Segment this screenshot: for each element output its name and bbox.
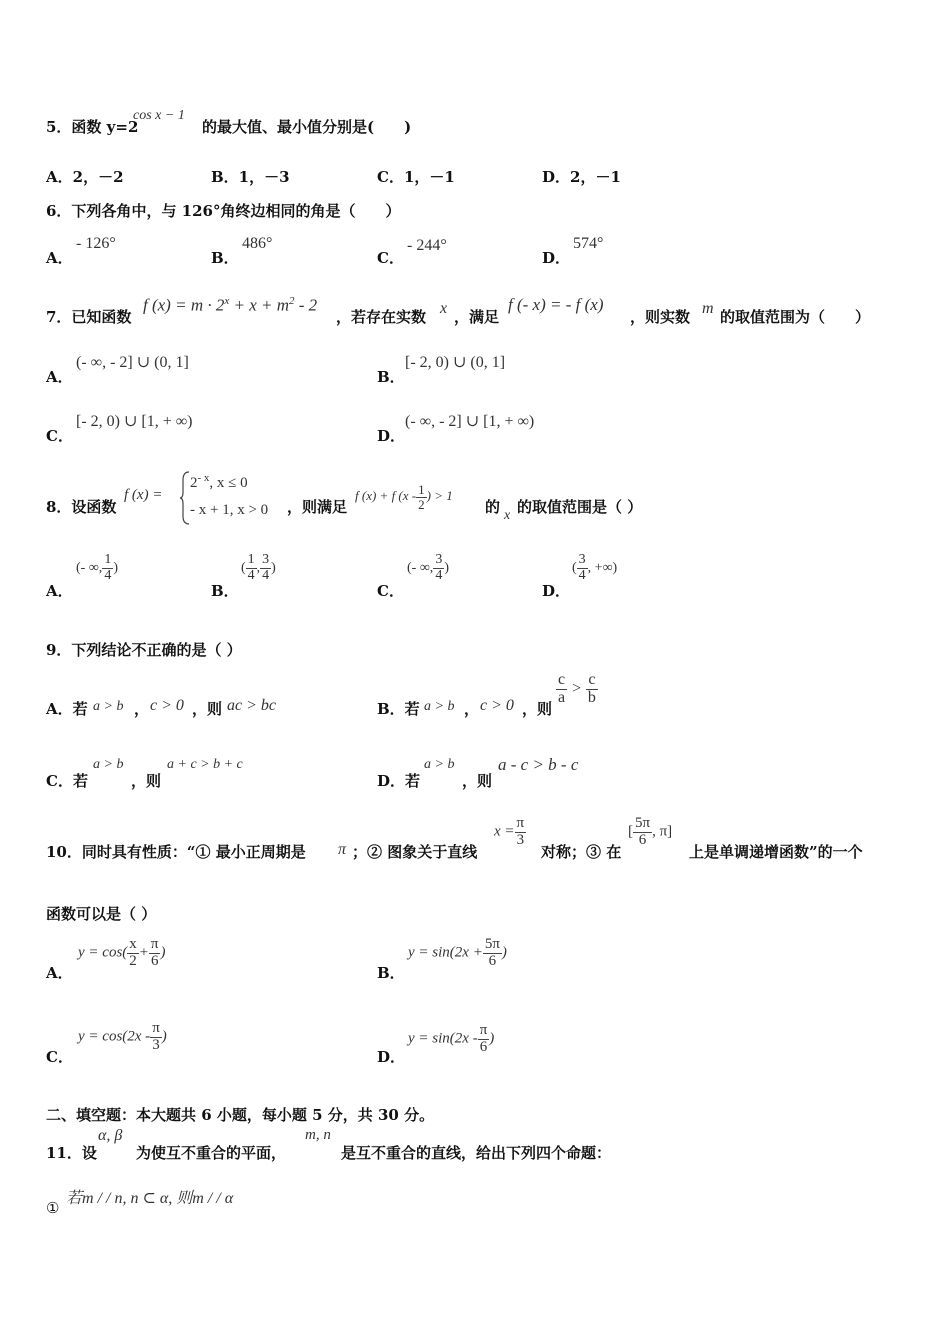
section-2-heading: 二、填空题：本大题共 6 小题，每小题 5 分，共 30 分。	[46, 1106, 435, 1124]
q7-stem-c: ，满足	[454, 308, 500, 326]
q7-stem-e: 的取值范围为（ ）	[720, 308, 871, 326]
q7-option-d-value: (- ∞, - 2] ∪ [1, + ∞)	[405, 413, 535, 430]
q8-stem-c: 的	[485, 498, 501, 516]
q10-option-b-value: y = sin(2x + $\frac{5\pi}{6}$ )	[408, 936, 507, 969]
q10-stem-c: 对称；③ 在	[541, 843, 622, 861]
q6-stem: 6．下列各角中，与 126°角终边相同的角是（ ）	[46, 202, 401, 220]
q5-option-c[interactable]: C．1，－1	[377, 168, 455, 186]
q10-option-d-value: y = sin(2x - $\frac{\pi}{6}$ )	[408, 1022, 495, 1055]
q6-option-b-value: 486°	[242, 235, 273, 252]
q11-item-1-marker: ①	[46, 1199, 60, 1217]
q5-option-b[interactable]: B．1，－3	[211, 168, 290, 186]
q9-option-b-fractions: $\frac{c}{a}$ > $\frac{c}{b}$	[558, 671, 596, 706]
q7-option-c-value: [- 2, 0) ∪ [1, + ∞)	[76, 413, 193, 430]
q8-option-b-label[interactable]: B．	[211, 582, 239, 600]
q6-option-c-value: - 244°	[407, 237, 447, 254]
q7-option-d-label[interactable]: D．	[377, 427, 406, 445]
q6-option-d-value: 574°	[573, 235, 604, 252]
q8-f-left: f (x) =	[124, 487, 163, 503]
q8-option-c-value: (- ∞, $\frac{3}{4}$ )	[407, 552, 449, 583]
q10-line-equation: x = $\frac{\pi}{3}$	[494, 815, 525, 848]
q8-option-d-value: ( $\frac{3}{4}$ , +∞)	[572, 552, 618, 583]
q7-var-x: x	[440, 300, 448, 317]
q10-stem-d: 上是单调递增函数”的一个	[689, 843, 863, 861]
q8-stem-d: 的取值范围是（ ）	[517, 498, 643, 516]
q5-option-a[interactable]: A．2，－2	[46, 168, 124, 186]
q10-option-a-value: y = cos( $\frac{x}{2}$ + $\frac{\pi}{6}$ )	[78, 936, 166, 969]
q6-option-a-value: - 126°	[76, 235, 116, 252]
q8-option-c-label[interactable]: C．	[377, 582, 404, 600]
q8-left-brace	[180, 470, 190, 526]
q6-option-a-label[interactable]: A．	[46, 249, 73, 267]
q11-stem-c: 是互不重合的直线，给出下列四个命题：	[341, 1144, 612, 1162]
q7-option-a-label[interactable]: A．	[46, 368, 73, 386]
q8-option-a-value: (- ∞, $\frac{1}{4}$ )	[76, 552, 118, 583]
q8-case-1: $2^{- x}$, x ≤ 0	[190, 472, 248, 491]
q10-option-a-label[interactable]: A．	[46, 964, 73, 982]
q11-lines: m, n	[305, 1127, 331, 1143]
q6-option-b-label[interactable]: B．	[211, 249, 239, 267]
q8-option-d-label[interactable]: D．	[542, 582, 571, 600]
q8-stem-b: ，则满足	[287, 498, 348, 516]
q7-stem-d: ，则实数	[630, 308, 691, 326]
q7-function: f $(x) = m \cdot 2^x + x + m^2 - 2$	[143, 295, 318, 315]
q10-stem-a: 10．同时具有性质：“① 最小正周期是	[46, 843, 306, 861]
q7-stem-a: 7．已知函数	[46, 308, 132, 326]
q10-option-b-label[interactable]: B．	[377, 964, 405, 982]
q8-option-a-label[interactable]: A．	[46, 582, 73, 600]
q5-exponent: cos x − 1	[133, 108, 185, 123]
q10-pi: π	[338, 841, 347, 858]
q11-item-1: 若m / / n, n ⊂ α, 则m / / α	[66, 1190, 234, 1207]
q7-option-b-label[interactable]: B．	[377, 368, 405, 386]
q7-option-c-label[interactable]: C．	[46, 427, 73, 445]
q5-stem-suffix: 的最大值、最小值分别是( )	[202, 118, 412, 136]
q7-stem-b: ，若存在实数	[336, 308, 427, 326]
q10-option-d-label[interactable]: D．	[377, 1048, 406, 1066]
q11-stem-a: 11．设	[46, 1144, 97, 1162]
q8-var-x: x	[504, 508, 511, 523]
q8-case-2: - x + 1, x > 0	[190, 502, 269, 518]
q11-stem-b: 为使互不重合的平面，	[136, 1144, 287, 1162]
q10-stem-e: 函数可以是（ ）	[46, 905, 157, 923]
q8-inequality: f (x) + f (x - $\frac{1}{2}$ ) > 1	[355, 482, 453, 512]
q10-option-c-label[interactable]: C．	[46, 1048, 73, 1066]
q8-option-b-value: ( $\frac{1}{4}$ , $\frac{3}{4}$ )	[241, 552, 276, 583]
q9-stem: 9．下列结论不正确的是（ ）	[46, 641, 242, 659]
q7-condition: f (- x) = - f (x)	[508, 295, 604, 314]
q11-planes: α, β	[98, 1127, 123, 1144]
q7-option-b-value: [- 2, 0) ∪ (0, 1]	[405, 354, 506, 371]
q7-option-a-value: (- ∞, - 2] ∪ (0, 1]	[76, 354, 189, 371]
q6-option-d-label[interactable]: D．	[542, 249, 571, 267]
q10-stem-b: ；② 图象关于直线	[352, 843, 478, 861]
q6-option-c-label[interactable]: C．	[377, 249, 404, 267]
q5-option-d[interactable]: D．2，－1	[542, 168, 621, 186]
q5-stem-prefix: 5．函数 y=2	[46, 118, 139, 136]
q8-stem-a: 8．设函数	[46, 498, 117, 516]
q10-option-c-value: y = cos(2x - $\frac{\pi}{3}$ )	[78, 1020, 167, 1053]
q10-interval: [ $\frac{5\pi}{6}$ , π]	[628, 815, 673, 848]
q7-var-m: m	[702, 300, 714, 317]
